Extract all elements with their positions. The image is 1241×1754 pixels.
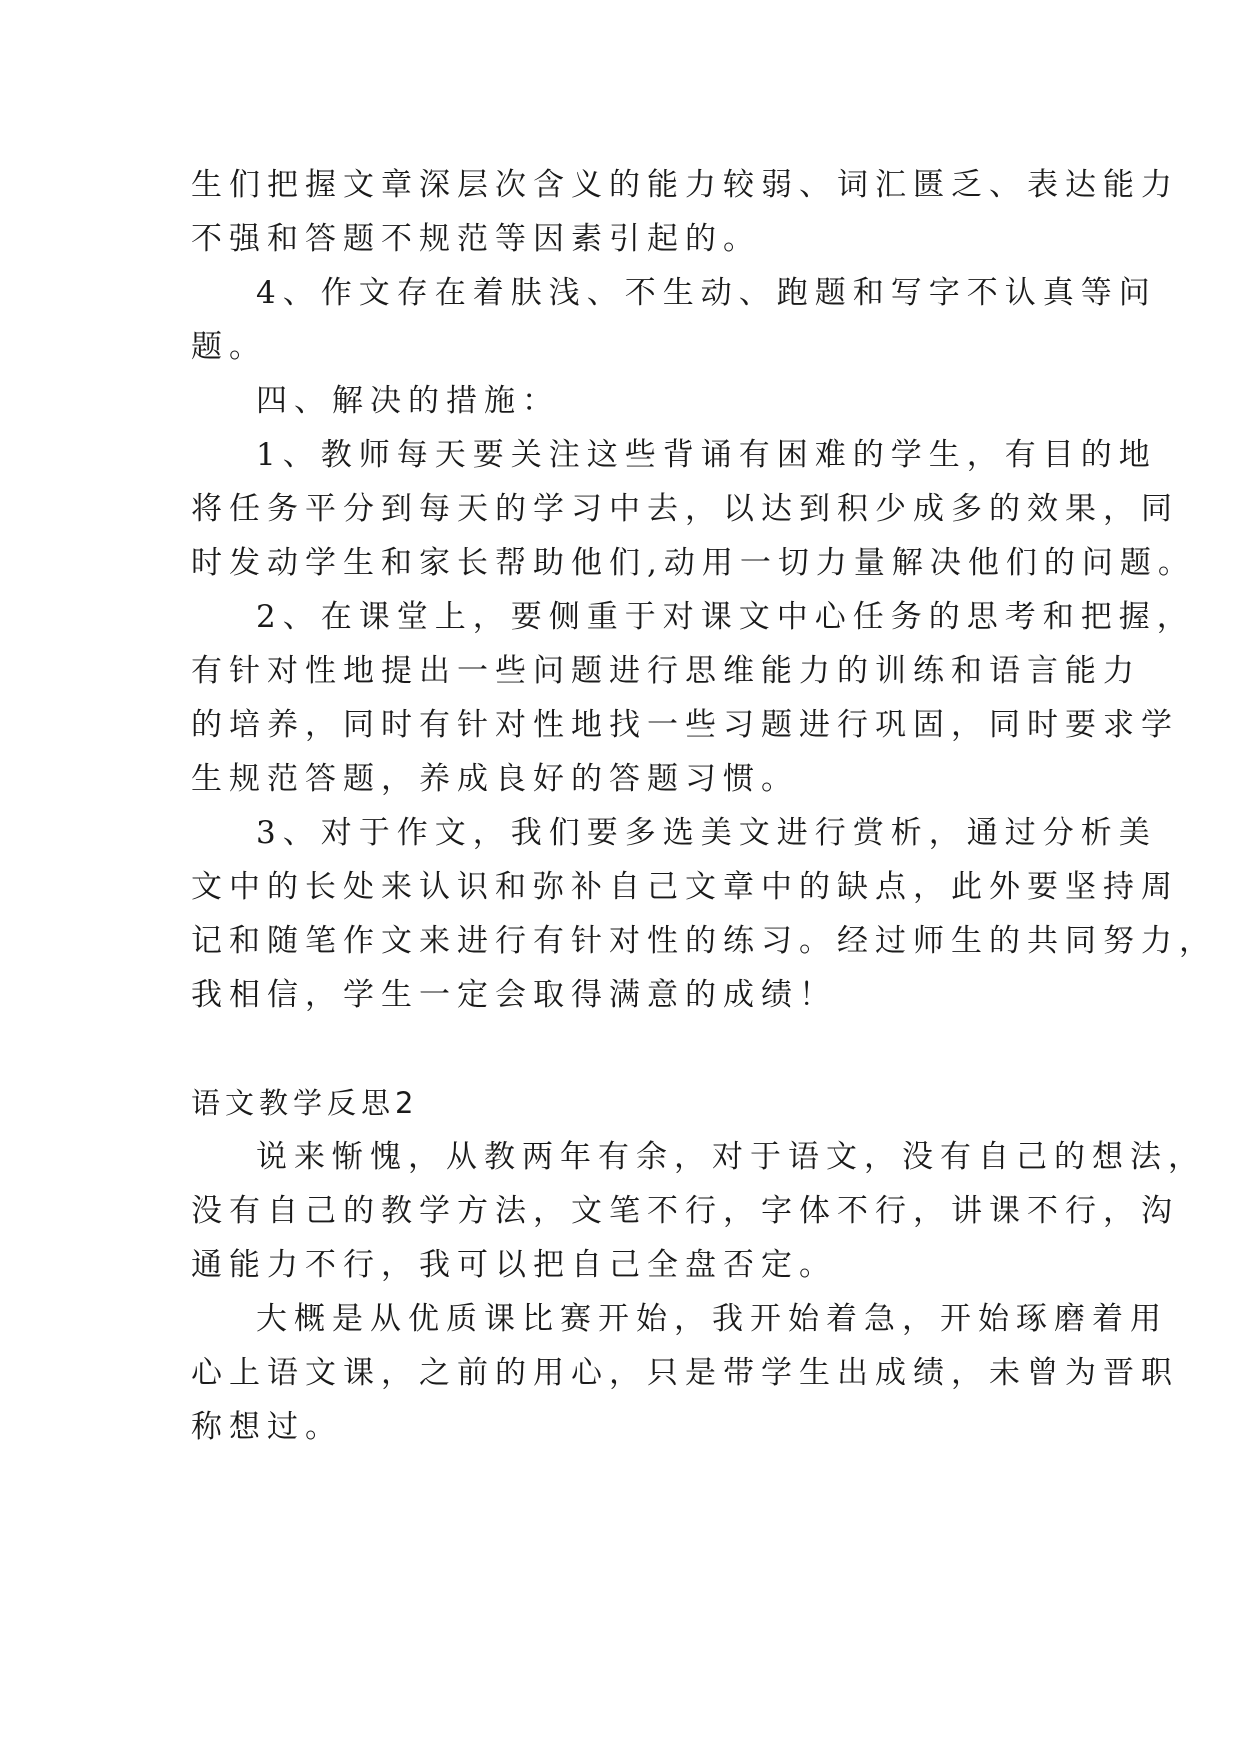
- paragraph-line: 时发动学生和家长帮助他们,动用一切力量解决他们的问题。: [191, 545, 1196, 581]
- paragraph-line: 记和随笔作文来进行有针对性的练习。经过师生的共同努力，: [191, 923, 1217, 959]
- paragraph-line: 文中的长处来认识和弥补自己文章中的缺点，此外要坚持周: [191, 869, 1179, 905]
- paragraph-line: 的培养，同时有针对性地找一些习题进行巩固，同时要求学: [191, 707, 1179, 743]
- paragraph-line: 2、在课堂上，要侧重于对课文中心任务的思考和把握，: [256, 599, 1195, 635]
- paragraph-line: 称想过。: [191, 1409, 343, 1445]
- paragraph-line: 生规范答题，养成良好的答题习惯。: [191, 761, 799, 797]
- paragraph-line: 没有自己的教学方法，文笔不行，字体不行，讲课不行，沟: [191, 1193, 1179, 1229]
- paragraph-line: 4、作文存在着肤浅、不生动、跑题和写字不认真等问: [256, 275, 1157, 311]
- paragraph-line: 大概是从优质课比赛开始，我开始着急，开始琢磨着用: [256, 1301, 1168, 1337]
- section-title: 语文教学反思2: [191, 1086, 419, 1120]
- paragraph-line: 心上语文课，之前的用心，只是带学生出成绩，未曾为晋职: [191, 1355, 1179, 1391]
- paragraph-line: 题。: [191, 329, 267, 365]
- section-heading: 四、解决的措施：: [256, 383, 560, 419]
- paragraph-line: 不强和答题不规范等因素引起的。: [191, 221, 761, 257]
- paragraph-line: 3、对于作文，我们要多选美文进行赏析，通过分析美: [256, 815, 1157, 851]
- paragraph-line: 生们把握文章深层次含义的能力较弱、词汇匮乏、表达能力: [191, 167, 1179, 203]
- paragraph-line: 我相信，学生一定会取得满意的成绩！: [191, 977, 837, 1013]
- document-body: [191, 158, 1217, 1454]
- paragraph-line: 有针对性地提出一些问题进行思维能力的训练和语言能力: [191, 653, 1141, 689]
- section-spacer: [191, 1022, 1051, 1076]
- paragraph-line: 说来惭愧，从教两年有余，对于语文，没有自己的想法，: [256, 1139, 1206, 1175]
- paragraph-line: 通能力不行，我可以把自己全盘否定。: [191, 1247, 837, 1283]
- paragraph-line: 将任务平分到每天的学习中去，以达到积少成多的效果，同: [191, 491, 1179, 527]
- paragraph-line: 1、教师每天要关注这些背诵有困难的学生，有目的地: [256, 437, 1157, 473]
